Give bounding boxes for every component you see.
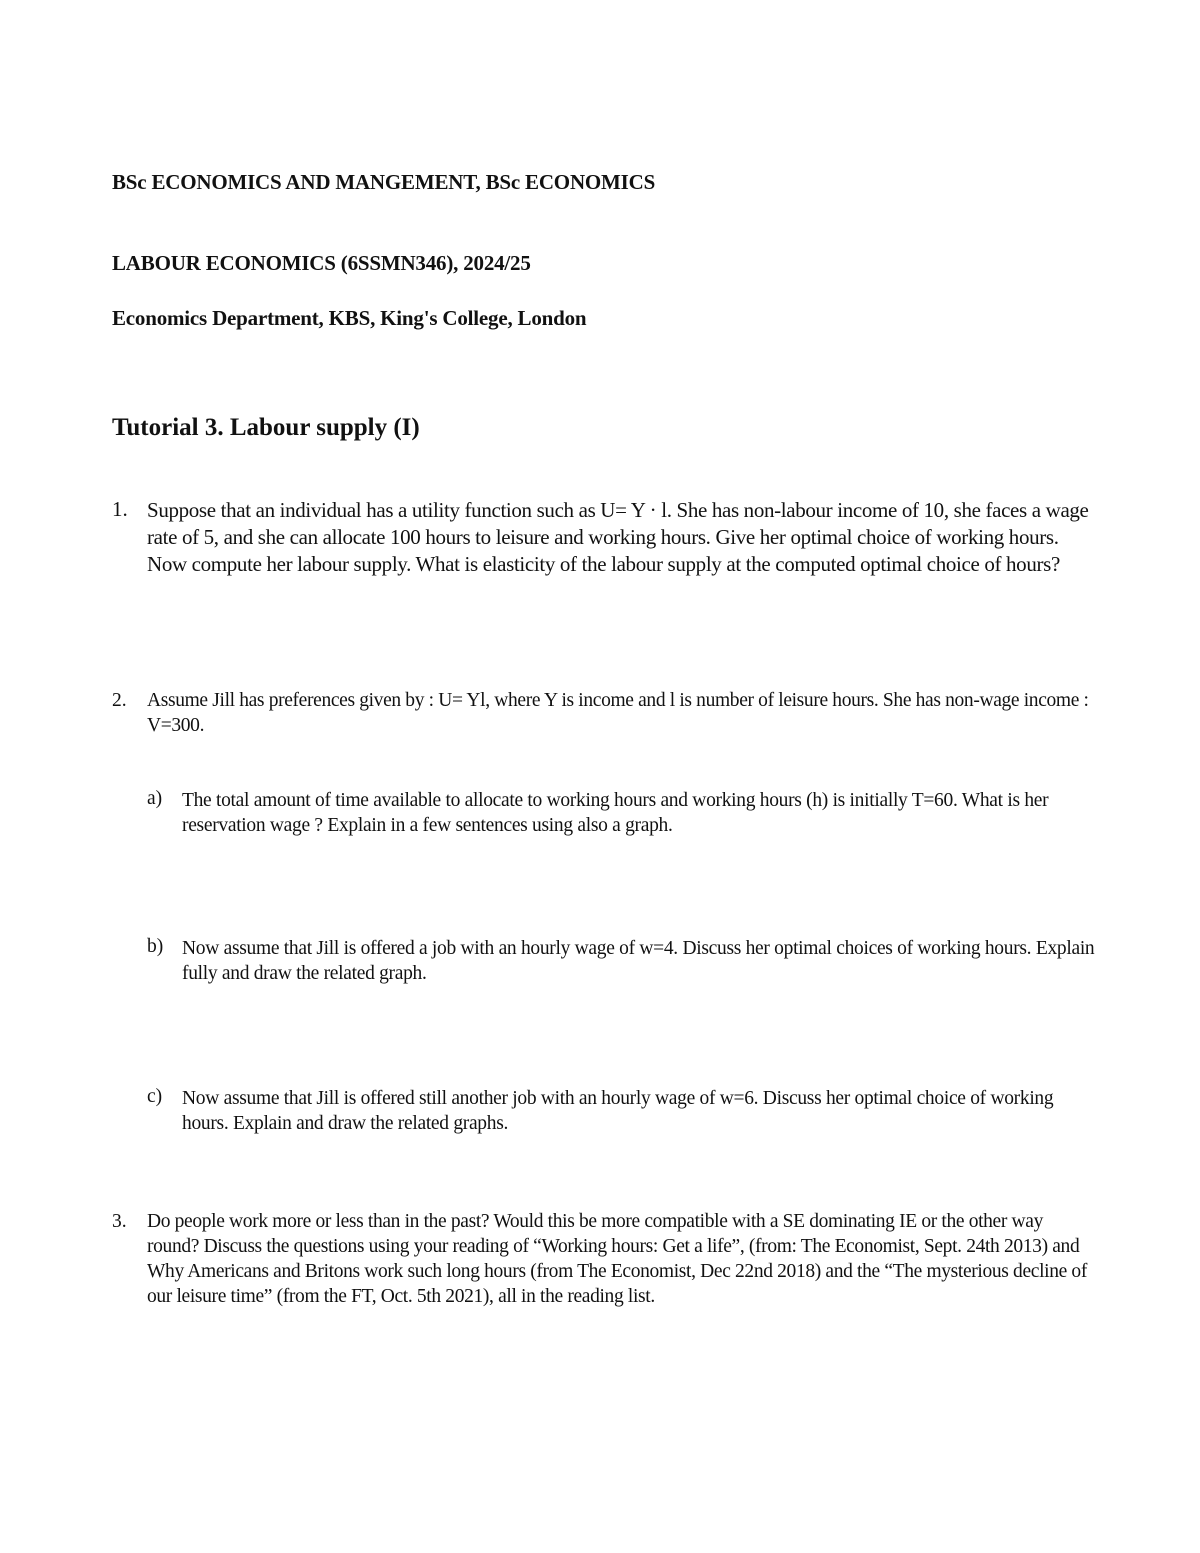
- part-label: a): [147, 788, 163, 809]
- department-heading: Economics Department, KBS, King's College, London: [112, 306, 587, 330]
- question-text: Do people work more or less than in the past? Would this be more compatible with a SE dominating IE or the other way round? Discuss the questions using your reading of “Working hours: Get a life”, (from: The Economist, Sept. 24th 2013) and Why Americans and Britons work such long hours (from The Economist, Dec 22nd 2018) and the “The mysterious decline of our leisure time” (from the FT, Oct. 5th 2021), all in the reading list.: [147, 1211, 1087, 1307]
- part-text: The total amount of time available to allocate to working hours and working hours (h) is initially T=60. What is her reservation wage ? Explain in a few sentences using also a graph.: [182, 790, 1049, 836]
- part-label: b): [147, 936, 164, 957]
- part-text: Now assume that Jill is offered a job with an hourly wage of w=4. Discuss her optimal choices of working hours. Explain fully and draw the related graph.: [182, 938, 1095, 984]
- question-number: 2.: [112, 690, 127, 711]
- part-text: Now assume that Jill is offered still another job with an hourly wage of w=6. Discuss her optimal choice of working hours. Explain and draw the related graphs.: [182, 1088, 1054, 1134]
- part-label: c): [147, 1086, 163, 1107]
- question-text: Assume Jill has preferences given by : U= Yl, where Y is income and l is number of leisure hours. She has non-wage income : V=300.: [147, 690, 1089, 736]
- tutorial-title: Tutorial 3. Labour supply (I): [112, 414, 420, 441]
- question-number: 1.: [112, 497, 128, 521]
- programme-heading: BSc ECONOMICS AND MANGEMENT, BSc ECONOMICS: [112, 170, 656, 194]
- question-text: Suppose that an individual has a utility function such as U= Y · l. She has non-labour income of 10, she faces a wage rate of 5, and she can allocate 100 hours to leisure and working hours. Give her optimal choice of working hours. Now compute her labour supply. What is elasticity of the labour supply at the computed optimal choice of hours?: [147, 498, 1089, 576]
- question-number: 3.: [112, 1211, 127, 1232]
- module-heading: LABOUR ECONOMICS (6SSMN346), 2024/25: [112, 251, 531, 275]
